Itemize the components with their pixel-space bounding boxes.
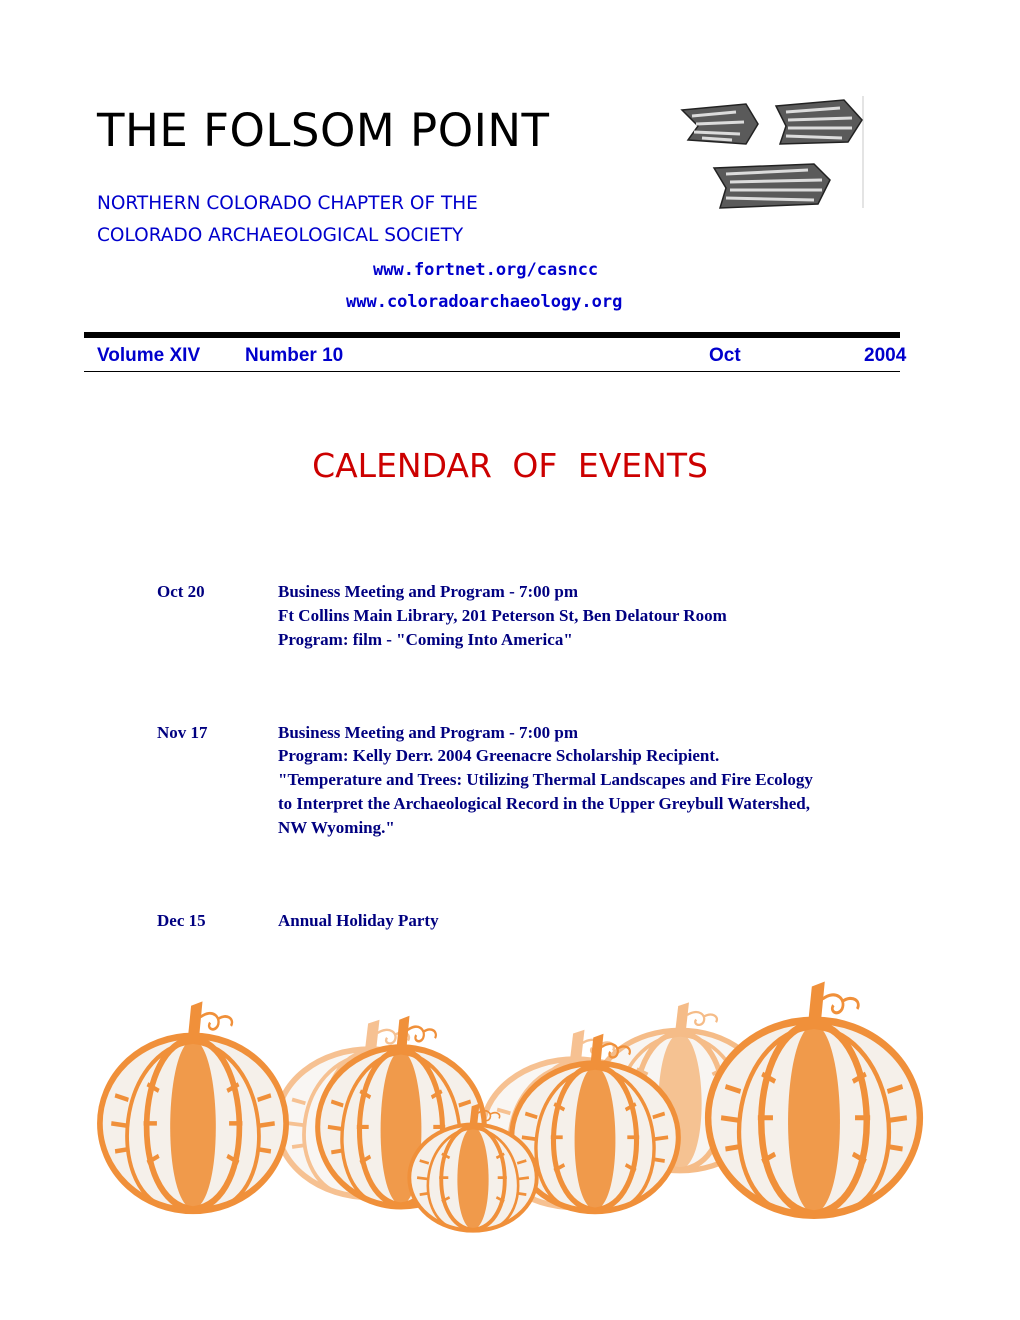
event-detail: "Temperature and Trees: Utilizing Thermal Landscapes and Fire Ecology xyxy=(278,770,813,789)
event-date: Dec 15 xyxy=(157,911,206,930)
event-detail: Annual Holiday Party xyxy=(278,911,439,930)
pumpkin-icon xyxy=(100,1001,286,1210)
pumpkins-illustration xyxy=(90,955,940,1235)
chapter-website-link[interactable]: www.fortnet.org/casncc xyxy=(373,260,599,280)
header-divider-thin xyxy=(84,371,900,372)
event-detail: NW Wyoming." xyxy=(278,818,395,837)
newsletter-title: THE FOLSOM POINT xyxy=(97,104,550,157)
event-detail: to Interpret the Archaeological Record in the Upper Greybull Watershed, xyxy=(278,794,810,813)
event-date: Oct 20 xyxy=(157,582,205,601)
chapter-name: NORTHERN COLORADO CHAPTER OF THE xyxy=(97,193,478,214)
calendar-heading: CALENDAR OF EVENTS xyxy=(312,446,708,485)
volume-label: Volume XIV xyxy=(97,345,201,366)
event-detail: Program: Kelly Derr. 2004 Greenacre Scholarship Recipient. xyxy=(278,746,720,765)
event-detail: Business Meeting and Program - 7:00 pm xyxy=(278,723,579,742)
issue-month: Oct xyxy=(709,345,741,366)
event-detail: Program: film - "Coming Into America" xyxy=(278,630,573,649)
pumpkin-icon xyxy=(708,982,920,1216)
society-website-link[interactable]: www.coloradoarchaeology.org xyxy=(346,292,623,312)
event-date: Nov 17 xyxy=(157,723,208,742)
issue-year: 2004 xyxy=(864,345,907,366)
event-detail: Business Meeting and Program - 7:00 pm xyxy=(278,582,579,601)
society-name: COLORADO ARCHAEOLOGICAL SOCIETY xyxy=(97,225,464,246)
arrowhead-icon xyxy=(714,164,830,208)
folsom-points-illustration xyxy=(676,96,866,211)
header-divider-thick xyxy=(84,332,900,338)
arrowhead-icon xyxy=(776,100,862,144)
issue-number: Number 10 xyxy=(245,345,344,366)
arrowhead-icon xyxy=(682,104,758,144)
event-detail: Ft Collins Main Library, 201 Peterson St, Ben Delatour Room xyxy=(278,606,727,625)
